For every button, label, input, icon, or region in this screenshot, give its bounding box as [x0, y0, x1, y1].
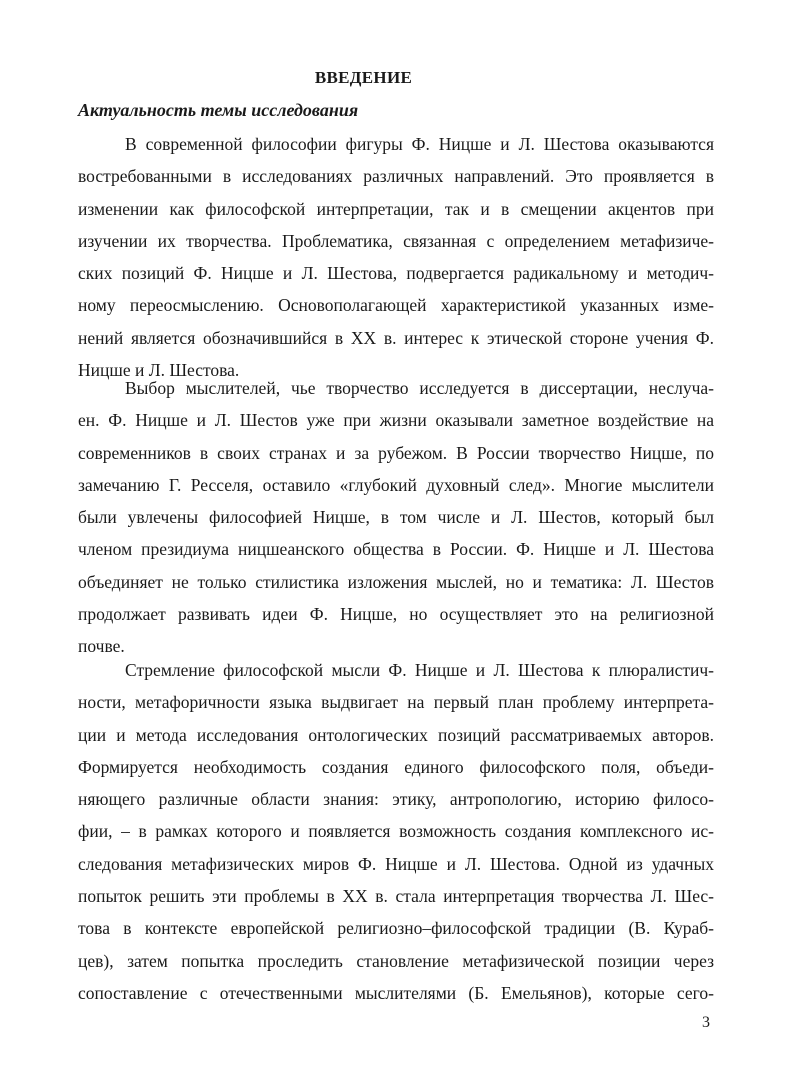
- text-line: сопоставление с отечественными мыслителями (Б. Емельянов), которые сего-: [78, 982, 714, 1003]
- page-number: 3: [702, 1014, 710, 1031]
- text-line: продолжает развивать идеи Ф. Ницше, но осуществляет это на религиозной: [78, 604, 714, 625]
- subsection-heading: Актуальность темы исследования: [78, 100, 359, 120]
- section-heading: ВВЕДЕНИЕ: [314, 68, 413, 87]
- text-line: ен. Ф. Ницше и Л. Шестов уже при жизни оказывали заметное воздействие на: [78, 410, 714, 431]
- text-line: В современной философии фигуры Ф. Ницше и Л. Шестова оказываются: [125, 134, 714, 154]
- text-line: Ницше и Л. Шестова.: [78, 360, 240, 381]
- text-line: современников в своих странах и за рубежом. В России творчество Ницше, по: [78, 442, 714, 463]
- text-line: почве.: [78, 636, 125, 657]
- text-line: ному переосмыслению. Основополагающей характеристикой указанных изме-: [78, 295, 714, 316]
- text-line: изменении как философской интерпретации, так и в смещении акцентов при: [78, 198, 714, 219]
- text-line: фии, – в рамках которого и появляется возможность создания комплексного ис-: [78, 821, 714, 842]
- text-line: няющего различные области знания: этику, антропологию, историю филосо-: [78, 789, 714, 810]
- text-line: замечанию Г. Ресселя, оставило «глубокий духовный след». Многие мыслители: [78, 474, 714, 495]
- text-line: следования метафизических миров Ф. Ницше и Л. Шестова. Одной из удачных: [78, 853, 714, 874]
- text-line: цев), затем попытка проследить становление метафизической позиции через: [78, 950, 714, 971]
- text-line: членом президиума ницшеанского общества в России. Ф. Ницше и Л. Шестова: [78, 539, 714, 560]
- text-line: нений является обозначившийся в XX в. интерес к этической стороне учения Ф.: [78, 327, 714, 348]
- text-line: попыток решить эти проблемы в XX в. стала интерпретация творчества Л. Шес-: [78, 886, 714, 907]
- text-line: востребованными в исследованиях различных направлений. Это проявляется в: [78, 166, 714, 187]
- text-line: ских позиций Ф. Ницше и Л. Шестова, подвергается радикальному и методич-: [78, 263, 714, 284]
- text-line: Выбор мыслителей, чье творчество исследуется в диссертации, неслуча-: [125, 378, 714, 398]
- text-line: ности, метафоричности языка выдвигает на первый план проблему интерпрета-: [78, 692, 714, 713]
- text-line: объединяет не только стилистика изложения мыслей, но и тематика: Л. Шестов: [78, 571, 714, 592]
- text-line: Формируется необходимость создания единого философского поля, объеди-: [78, 756, 714, 777]
- text-line: ции и метода исследования онтологических позиций рассматриваемых авторов.: [78, 724, 714, 745]
- text-line: были увлечены философией Ницше, в том числе и Л. Шестов, который был: [78, 507, 714, 528]
- text-line: Стремление философской мысли Ф. Ницше и Л. Шестова к плюралистич-: [125, 660, 714, 680]
- text-line: това в контексте европейской религиозно–философской традиции (В. Кураб-: [78, 918, 714, 939]
- text-line: изучении их творчества. Проблематика, связанная с определением метафизиче-: [78, 230, 714, 251]
- paragraph-3: [78, 654, 714, 1009]
- paragraph-1: [78, 128, 714, 386]
- paragraph-2: [78, 372, 714, 663]
